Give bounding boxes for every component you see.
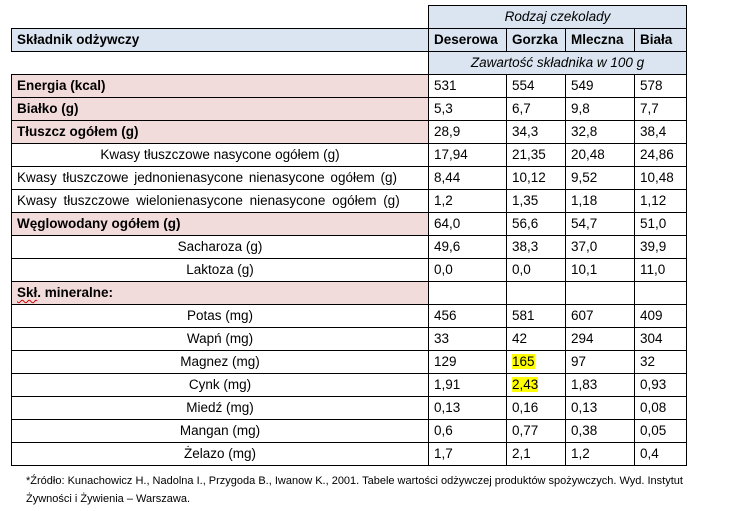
cell-value: 8,44: [429, 167, 507, 190]
cell-value: 0,08: [635, 397, 687, 420]
row-label: Sacharoza (g): [12, 236, 429, 259]
row-label: Wapń (mg): [12, 328, 429, 351]
cell-value: 49,6: [429, 236, 507, 259]
cell-value: [635, 282, 687, 305]
cell-value: 32,8: [566, 121, 635, 144]
cell-value: 1,91: [429, 374, 507, 397]
cell-value: 129: [429, 351, 507, 374]
subtitle-blank-cell: [12, 52, 429, 75]
row-label: Cynk (mg): [12, 374, 429, 397]
cell-value: 33: [429, 328, 507, 351]
cell-value: 42: [507, 328, 566, 351]
cell-value: 5,3: [429, 98, 507, 121]
table-row: [12, 190, 687, 213]
cell-value: 0,77: [507, 420, 566, 443]
cell-value: 38,3: [507, 236, 566, 259]
cell-value: 0,13: [429, 397, 507, 420]
column-header-biala: Biała: [635, 29, 687, 52]
cell-value: 51,0: [635, 213, 687, 236]
cell-value-highlighted: [507, 351, 566, 374]
row-label: Węglowodany ogółem (g): [12, 213, 429, 236]
cell-value: 9,8: [566, 98, 635, 121]
cell-value: 1,18: [566, 190, 635, 213]
row-label: Kwasy tłuszczowe wielonienasycone nienasycone ogółem (g): [12, 190, 429, 213]
column-header-deserowa: Deserowa: [429, 29, 507, 52]
cell-value: 0,6: [429, 420, 507, 443]
row-label: Miedź (mg): [12, 397, 429, 420]
cell-value: 2,1: [507, 443, 566, 466]
cell-value: [507, 282, 566, 305]
row-label: Mangan (mg): [12, 420, 429, 443]
cell-value: 24,86: [635, 144, 687, 167]
cell-value: 1,2: [566, 443, 635, 466]
cell-value: 6,7: [507, 98, 566, 121]
table-row: [12, 374, 687, 397]
cell-value: 554: [507, 75, 566, 98]
table-row: [12, 443, 687, 466]
cell-value: 54,7: [566, 213, 635, 236]
cell-value: 578: [635, 75, 687, 98]
cell-value: 0,0: [429, 259, 507, 282]
cell-value: 1,12: [635, 190, 687, 213]
cell-value: 549: [566, 75, 635, 98]
cell-value: 7,7: [635, 98, 687, 121]
table-row: [12, 236, 687, 259]
cell-value: 294: [566, 328, 635, 351]
footnote-line-1: *Źródło: Kunachowicz H., Nadolna I., Przygoda B., Iwanow K., 2001. Tabele wartości odżywczej produktów spożywczych. Wyd. Instytut: [26, 475, 683, 487]
table-row: [12, 420, 687, 443]
header-group-row: [12, 6, 687, 29]
source-footnote: [26, 472, 726, 508]
cell-value: 64,0: [429, 213, 507, 236]
cell-value: 531: [429, 75, 507, 98]
cell-value: 409: [635, 305, 687, 328]
cell-value: 10,48: [635, 167, 687, 190]
table-row: [12, 213, 687, 236]
cell-value: 38,4: [635, 121, 687, 144]
table-row: [12, 167, 687, 190]
cell-value: 0,93: [635, 374, 687, 397]
row-label: Żelazo (mg): [12, 443, 429, 466]
cell-value: 1,35: [507, 190, 566, 213]
table-row: [12, 351, 687, 374]
cell-value: 17,94: [429, 144, 507, 167]
table-row: [12, 121, 687, 144]
cell-value: 456: [429, 305, 507, 328]
row-label: Magnez (mg): [12, 351, 429, 374]
cell-value: 0,16: [507, 397, 566, 420]
cell-value: 0,0: [507, 259, 566, 282]
nutrient-column-header: Składnik odżywczy: [12, 29, 429, 52]
row-label: Kwasy tłuszczowe nasycone ogółem (g): [12, 144, 429, 167]
table-row: [12, 75, 687, 98]
cell-value: 607: [566, 305, 635, 328]
nutrition-table: [11, 5, 687, 466]
cell-value: 39,9: [635, 236, 687, 259]
header-blank-cell: [12, 6, 429, 29]
cell-value: 11,0: [635, 259, 687, 282]
column-header-gorzka: Gorzka: [507, 29, 566, 52]
table-row: [12, 328, 687, 351]
cell-value: 20,48: [566, 144, 635, 167]
cell-value: 1,2: [429, 190, 507, 213]
cell-value: 97: [566, 351, 635, 374]
table-row: [12, 305, 687, 328]
header-columns-row: [12, 29, 687, 52]
cell-value: 28,9: [429, 121, 507, 144]
row-label: Tłuszcz ogółem (g): [12, 121, 429, 144]
row-label-minerals-rest: . mineralne:: [37, 285, 114, 300]
table-row: [12, 144, 687, 167]
cell-value: 0,4: [635, 443, 687, 466]
row-label-minerals: [12, 282, 429, 305]
table-row: [12, 98, 687, 121]
cell-value: 0,13: [566, 397, 635, 420]
footnote-line-2: Żywności i Żywienia – Warszawa.: [26, 493, 191, 505]
cell-value: 10,12: [507, 167, 566, 190]
cell-value: 0,05: [635, 420, 687, 443]
cell-value: 32: [635, 351, 687, 374]
subtitle-row: [12, 52, 687, 75]
highlighted-value: 2,43: [512, 377, 539, 392]
cell-value: 581: [507, 305, 566, 328]
row-label: Kwasy tłuszczowe jednonienasycone nienasycone ogółem (g): [12, 167, 429, 190]
row-label: Energia (kcal): [12, 75, 429, 98]
table-row: [12, 259, 687, 282]
cell-value: [566, 282, 635, 305]
highlighted-value: 165: [512, 354, 535, 369]
cell-value: 1,7: [429, 443, 507, 466]
row-label: Białko (g): [12, 98, 429, 121]
row-label: Potas (mg): [12, 305, 429, 328]
content-per-100g-subtitle: Zawartość składnika w 100 g: [429, 52, 687, 75]
table-row: [12, 397, 687, 420]
cell-value: 0,38: [566, 420, 635, 443]
row-label-minerals-abbr: Skł: [17, 285, 38, 300]
cell-value: 9,52: [566, 167, 635, 190]
cell-value: 21,35: [507, 144, 566, 167]
cell-value: 10,1: [566, 259, 635, 282]
cell-value: 56,6: [507, 213, 566, 236]
column-header-mleczna: Mleczna: [566, 29, 635, 52]
chocolate-type-title: Rodzaj czekolady: [429, 6, 687, 29]
cell-value: 37,0: [566, 236, 635, 259]
cell-value-highlighted: [507, 374, 566, 397]
cell-value: [429, 282, 507, 305]
cell-value: 1,83: [566, 374, 635, 397]
cell-value: 304: [635, 328, 687, 351]
row-label: Laktoza (g): [12, 259, 429, 282]
cell-value: 34,3: [507, 121, 566, 144]
table-row: [12, 282, 687, 305]
